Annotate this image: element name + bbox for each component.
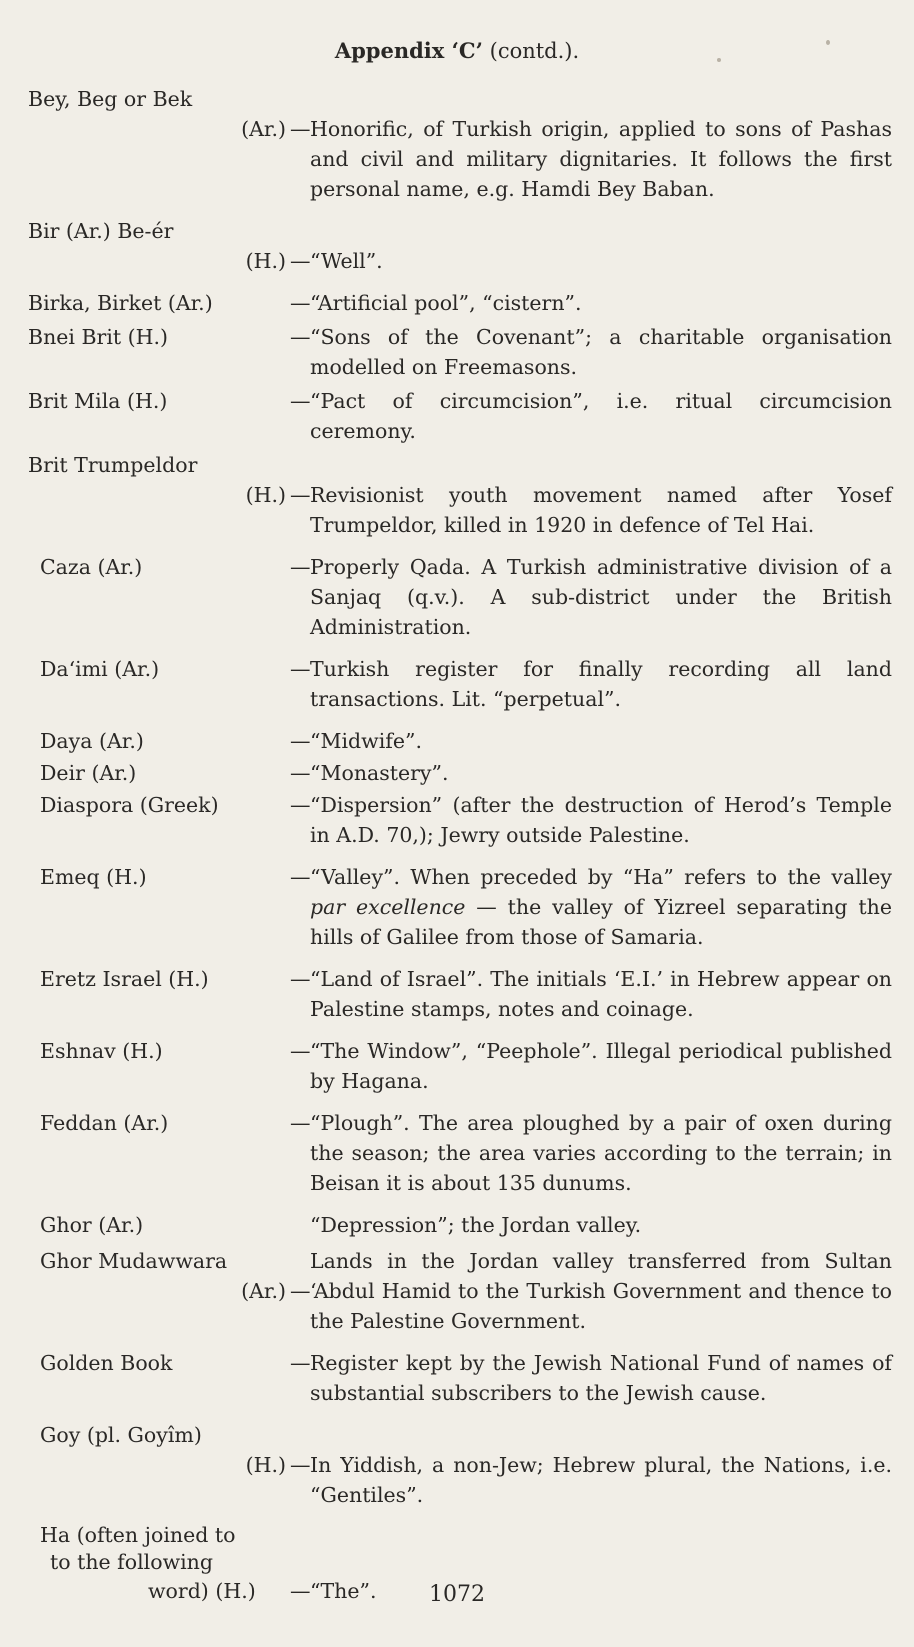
appendix-title: Appendix ‘C’ — [334, 38, 483, 63]
entry-dash: — — [290, 1279, 311, 1303]
glossary-entry-golden-book — [28, 1348, 898, 1408]
entry-lang: (H.) — [245, 1453, 286, 1477]
entry-dash: — — [290, 1039, 311, 1063]
entry-lang: (H.) — [245, 249, 286, 273]
glossary-entry-bir — [28, 216, 898, 276]
entry-term-line: Ha (often joined to — [40, 1523, 236, 1547]
entry-dash: — — [290, 117, 311, 141]
glossary-entry-caza — [28, 552, 898, 642]
entry-definition: “Land of Israel”. The initials ‘E.I.’ in Hebrew appear on Palestine stamps, notes and coinage. — [310, 967, 892, 1021]
glossary-entry-deir — [28, 758, 898, 788]
entry-term: Birka, Birket (Ar.) — [28, 291, 213, 315]
entry-term: Ghor (Ar.) — [40, 1213, 144, 1237]
entry-term-line: word) (H.) — [148, 1579, 256, 1603]
entry-definition: Properly Qada. A Turkish administrative division of a Sanjaq (q.v.). A sub-district under the British Administration. — [310, 555, 892, 639]
entry-dash: — — [290, 729, 311, 753]
entry-term: Brit Mila (H.) — [28, 389, 168, 413]
definition-italic: par excellence — [310, 895, 466, 919]
glossary-entry-bey — [28, 84, 898, 204]
entry-definition — [310, 862, 892, 952]
entry-term: Eshnav (H.) — [40, 1039, 163, 1063]
entry-definition: Honorific, of Turkish origin, applied to sons of Pashas and civil and military dignitaries. It follows the first personal name, e.g. Hamdi Bey Baban. — [310, 117, 892, 201]
glossary-entry-brit-mila — [28, 386, 898, 446]
entry-definition: Revisionist youth movement named after Yosef Trumpeldor, killed in 1920 in defence of Tel Hai. — [310, 483, 892, 537]
entry-definition: “Plough”. The area ploughed by a pair of oxen during the season; the area varies according to the terrain; in Beisan it is about 135 dunums. — [310, 1111, 892, 1195]
glossary-entry-daya — [28, 726, 898, 756]
entry-dash: — — [290, 291, 311, 315]
entry-definition: “Monastery”. — [310, 761, 449, 785]
entry-dash: — — [290, 1453, 311, 1477]
page-header — [0, 38, 914, 63]
entry-dash: — — [290, 761, 311, 785]
glossary-entry-daimi — [28, 654, 898, 714]
entry-lang: (H.) — [245, 483, 286, 507]
entry-dash: — — [290, 1351, 311, 1375]
entry-dash: — — [290, 249, 311, 273]
glossary-entry-ghor-mudawwara — [28, 1246, 898, 1336]
entry-term: Eretz Israel (H.) — [40, 967, 209, 991]
glossary-entry-ghor — [28, 1210, 898, 1240]
entry-definition: “Depression”; the Jordan valley. — [310, 1213, 642, 1237]
entry-definition: “Dispersion” (after the destruction of Herod’s Temple in A.D. 70,); Jewry outside Palestine. — [310, 793, 892, 847]
definition-text: “Valley”. When preceded by “Ha” refers to the valley — [310, 865, 892, 889]
paper-speck — [826, 40, 830, 45]
entry-definition: “Well”. — [310, 249, 383, 273]
entry-dash: — — [290, 793, 311, 817]
glossary-entry-diaspora — [28, 790, 898, 850]
entry-term: Goy (pl. Goyîm) — [40, 1423, 202, 1447]
entry-term: Bey, Beg or Bek — [28, 87, 193, 111]
entry-dash: — — [290, 389, 311, 413]
glossary-entry-eshnav — [28, 1036, 898, 1096]
entry-dash: — — [290, 555, 311, 579]
entry-term: Da‘imi (Ar.) — [40, 657, 160, 681]
glossary-entry-goy — [28, 1420, 898, 1510]
glossary-entry-feddan — [28, 1108, 898, 1198]
entry-dash: — — [290, 657, 311, 681]
entry-term: Feddan (Ar.) — [40, 1111, 169, 1135]
entry-term-line: to the following — [50, 1550, 213, 1574]
entry-dash: — — [290, 1579, 311, 1603]
entry-lang: (Ar.) — [241, 1279, 286, 1303]
glossary-entry-eretz-israel — [28, 964, 898, 1024]
entry-lang: (Ar.) — [241, 117, 286, 141]
entry-definition: “Midwife”. — [310, 729, 422, 753]
entry-dash: — — [290, 1111, 311, 1135]
entry-term: Brit Trumpeldor — [28, 453, 198, 477]
entry-definition: Lands in the Jordan valley transferred from Sultan ‘Abdul Hamid to the Turkish Government and thence to the Palestine Government. — [310, 1249, 892, 1333]
paper-speck — [717, 58, 721, 62]
entry-definition: Turkish register for finally recording all land transactions. Lit. “perpetual”. — [310, 657, 892, 711]
glossary-entry-brit-trumpeldor — [28, 450, 898, 540]
page-number: 1072 — [429, 1582, 485, 1607]
definition-text: — the valley of Yizreel separating the hills of Galilee from those of Samaria. — [310, 895, 892, 949]
glossary-list — [28, 84, 898, 1618]
entry-definition: In Yiddish, a non-Jew; Hebrew plural, the Nations, i.e. “Gentiles”. — [310, 1453, 892, 1507]
entry-term: Bir (Ar.) Be-ér — [28, 219, 174, 243]
entry-term: Diaspora (Greek) — [40, 793, 219, 817]
entry-term: Daya (Ar.) — [40, 729, 144, 753]
entry-term: Bnei Brit (H.) — [28, 325, 169, 349]
entry-term: Ghor Mudawwara — [40, 1249, 228, 1273]
entry-dash: — — [290, 483, 311, 507]
entry-definition: “Artificial pool”, “cistern”. — [310, 291, 582, 315]
entry-definition: “Pact of circumcision”, i.e. ritual circumcision ceremony. — [310, 389, 892, 443]
entry-definition: “The Window”, “Peephole”. Illegal periodical published by Hagana. — [310, 1039, 892, 1093]
entry-definition: “Sons of the Covenant”; a charitable organisation modelled on Freemasons. — [310, 325, 892, 379]
glossary-entry-birka — [28, 288, 898, 318]
entry-term: Emeq (H.) — [40, 865, 147, 889]
entry-definition: “The”. — [310, 1579, 377, 1603]
entry-term: Golden Book — [40, 1351, 173, 1375]
glossary-entry-emeq — [28, 862, 898, 952]
entry-term: Caza (Ar.) — [40, 555, 143, 579]
entry-term: Deir (Ar.) — [40, 761, 137, 785]
appendix-suffix: (contd.). — [489, 39, 580, 63]
entry-dash: — — [290, 865, 311, 889]
glossary-entry-bnei-brit — [28, 322, 898, 382]
entry-dash: — — [290, 967, 311, 991]
entry-definition: Register kept by the Jewish National Fund of names of substantial subscribers to the Jewish cause. — [310, 1351, 892, 1405]
entry-dash: — — [290, 325, 311, 349]
